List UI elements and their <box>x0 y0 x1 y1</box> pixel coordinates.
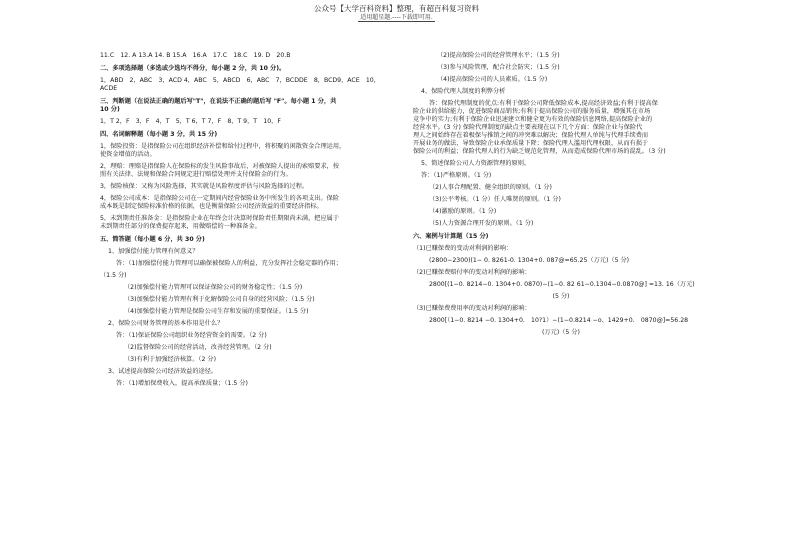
calc-3-score: (万元)（5 分) <box>542 329 580 336</box>
calc-3-label: （3)已赚保费费用率的变动对利润的影响： <box>413 305 531 312</box>
calc-2-score: (5 分) <box>552 293 570 300</box>
question-3: 3、试述提高保险公司经济效益的途径。 <box>108 368 218 375</box>
q3-answer-3: （3)参与风险管理，配合社会防灾；（1.5 分) <box>437 64 560 71</box>
q3-answer-4: （4)提高保险公司的人员素质。（1.5 分) <box>437 76 548 83</box>
q1-answer-1: 答：（1)加强偿付能力管理可以确保被保险人的利益，充分发挥社会稳定器的作用； <box>116 260 342 267</box>
q4-answer-line-4: 经营水平。(3 分) 保险代理制度的缺点主要表现在以下几个方面：保险企业与保险代 <box>413 124 643 131</box>
q4-answer-line-3: 竞争中的实力;有利于保险企业迅速建立和健全更为有效的保险信息网络,提高保险企业的 <box>413 116 653 123</box>
q3-answer-2: （2)提高保险公司的经营管理水平；（1.5 分) <box>437 52 560 59</box>
q1-answer-3: （3)加强偿付能力管理有利于化解保险公司自身的经营风险；（1.5 分) <box>124 296 315 303</box>
q5-answer-5: （5)人力资源合理开发的原则。（1 分) <box>429 220 534 227</box>
section-2-heading: 二、多项选择题（多选或少选均不得分，每小题 2 分，共 10 分)。 <box>100 65 286 72</box>
section-3-heading: 三、判断题（在说法正确的题后写"T"，在说法不正确的题后写 "F"。每小题 1 分，共 <box>100 98 337 105</box>
question-2: 2、保险公司财务管理的基本作用是什么？ <box>108 320 224 327</box>
left-column <box>100 52 392 388</box>
q2-answer-2: （2)监督保险公司的经营活动，改善经营管理。（2 分) <box>124 344 272 351</box>
term-5-cont: 未到期责任部分的保费提存起来，用做赔偿的一种准备金。 <box>100 223 261 230</box>
q4-answer-line-7: 保险公司的利益；保险代理人的行为缺乏规范化管理，从而造成保险代理市场的混乱。（3 分) <box>413 148 666 155</box>
term-2: 2，理赔：理赔是指保险人在保险标的发生风险事故后，对被保险人提出的索赔要求，按 <box>100 163 340 170</box>
q1-answer-4: （4)加强偿付能力管理是保险公司生存和发展的重要保证。（1.5 分) <box>124 308 309 315</box>
q5-answer-4: （4)激励的原则。（1 分) <box>429 208 497 215</box>
q4-answer-line-2: 险企业的供给能力，促进保险商品销售;有利于提高保险公司的服务质量，增强其在市场 <box>413 108 651 115</box>
q2-answer-1: 答：（1)保证保险公司组织业务经营资金的需要。（2 分) <box>116 332 267 339</box>
q5-answer-3: （3)公平考核。（1 分）任人唯贤的原则。（1 分) <box>429 196 561 203</box>
section-5-heading: 五、简答题（每小题 6 分，共 30 分) <box>100 236 205 243</box>
q4-answer-line-6: 开展业务的做法，导致保险企业承保质量下降；保险代理人滥用代理权限，从而有损于 <box>413 140 649 147</box>
true-false-answers: 1，T 2，F 3，F 4，T 5，T 6，T 7，F 8，T 9，T 10，F <box>100 118 281 125</box>
term-4-cont: 成本既是制定保险标准价格的依据，也是衡量保险公司经济效益的重要经济指标。 <box>100 203 323 210</box>
section-6-heading: 六、案例与计算题（15 分) <box>413 233 489 240</box>
term-2-cont: 照有关法律、法规和保险合同规定进行赔偿处理并支付保险金的行为。 <box>100 171 292 178</box>
right-column <box>413 52 709 337</box>
question-5: 5、简述保险公司人力资源管理的原则。 <box>421 160 531 167</box>
section-3-heading-cont: 10 分) <box>100 106 120 113</box>
q3-answer-1: 答：（1)增加保费收入，提高承保质量；（1.5 分) <box>116 380 248 387</box>
question-4: 4、保险代理人制度的利弊分析 <box>421 88 506 95</box>
term-5: 5，未到期责任准备金：是指保险企业在年终会计决算时保险责任期限尚未满，把应属于 <box>100 215 340 222</box>
multi-choice-answers: 1，ABD 2，ABC 3，ACD 4，ABC 5，ABCD 6，ABC 7，BCDDE 8，BCD9，ACE 10，ACDE <box>100 77 380 92</box>
section-4-heading: 四、名词解释题（每小题 3 分，共 15 分) <box>100 131 218 138</box>
calc-3-formula: 2800[（1−0. 8214 −0. 1304+0. 10?1）−(1−0.8214 −o、1429+0. 0870@]=56.28 <box>429 317 689 324</box>
question-1: 1、加强偿付能力管理有何意义？ <box>108 248 199 255</box>
term-1: 1，保险投资：是指保险公司在组织经济补偿和给付过程中，将积聚的闲散资金合理运用， <box>100 143 346 150</box>
calc-1-label: （1)已赚保费的变动对利润的影响： <box>413 245 513 252</box>
header-subtitle-text: 适用超星题.----下载即可用. <box>360 14 433 21</box>
calc-2-formula: 2800[(1−0. 8214−0. 1304+0. 0870)−(1−0. 82 61−0.1304−0.0870@] =13. 16（万元) <box>429 281 695 288</box>
q1-answer-1-score: （1.5 分) <box>100 272 127 279</box>
q2-answer-3: （3)有利于加强经济核算。（2 分) <box>124 356 217 363</box>
calc-2-label: （2)已赚保费赔付率的变动对利润的影响： <box>413 269 531 276</box>
calc-1-formula: (2800−2300)(1− 0. 8261-0. 1304+0. 087@=65.25（万元)（5 分) <box>429 257 630 264</box>
q4-answer-line-5: 理人之间始终存在着极保与推销之间的冲突难以解决；保险代理人单纯与代理手续费而 <box>413 132 649 139</box>
term-3: 3，保险核保：又称为风险选择，其实就是风险程度评估与风险选择的过程。 <box>100 183 309 190</box>
q5-answer-2: （2)人事合理配置、健全组织的原则。（1 分) <box>429 184 552 191</box>
term-4: 4，保险公司成本：是指保险公司在一定期间内经营保险业务中所发生的各项支出。保险 <box>100 195 340 202</box>
mc-answers-11-20: 11.C 12. A 13.A 14. B 15.A 16.A 17.C 18.C 19. D 20.B <box>100 52 291 59</box>
term-1-cont: 使资金增值的活动。 <box>100 151 156 158</box>
q1-answer-2: （2)加强偿付能力管理可以保证保险公司的财务稳定性；（1.5 分) <box>124 284 303 291</box>
q5-answer-1: 答：（1)严格原则。（1 分) <box>421 172 492 179</box>
q4-answer-line-1: 答：保险代理制度的优点:有利于保险公司降低保险成本,提高经济效益;有利于提高保 <box>429 100 658 107</box>
header-subtitle <box>0 12 793 21</box>
header-title: 公众号【大学百科资料】整理，有超百科复习资料 <box>314 4 479 13</box>
